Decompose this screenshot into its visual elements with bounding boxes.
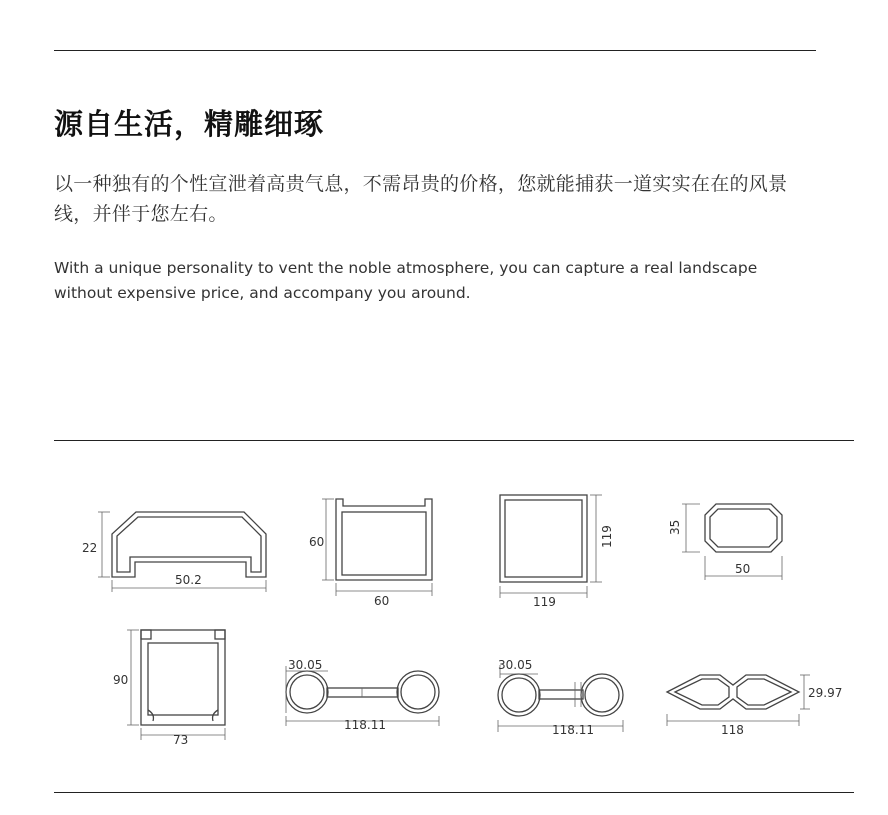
- profile-3-height: 119: [600, 525, 614, 548]
- profile-5-height: 90: [113, 673, 129, 687]
- top-divider: [54, 50, 816, 51]
- profile-2-width: 60: [374, 594, 390, 608]
- section-heading: 源自生活，精雕细琢: [54, 107, 325, 141]
- profile-3: [500, 495, 614, 609]
- profile-5: [113, 630, 225, 747]
- profile-6-length: 118.11: [344, 718, 386, 732]
- profile-5-width: 73: [173, 733, 189, 747]
- middle-divider: [54, 440, 854, 441]
- profile-1: [82, 512, 266, 592]
- profile-diagrams: [0, 470, 888, 770]
- profile-6-diameter: 30.05: [288, 658, 323, 672]
- profile-2-height: 60: [309, 535, 325, 549]
- profile-8: [667, 675, 842, 737]
- profile-4-height: 35: [668, 519, 682, 535]
- profile-7: [498, 658, 623, 737]
- profile-7-length: 118.11: [552, 723, 594, 737]
- profile-1-height: 22: [82, 541, 98, 555]
- profile-7-diameter: 30.05: [498, 658, 533, 672]
- profile-4-width: 50: [735, 562, 751, 576]
- profile-8-length: 118: [721, 723, 744, 737]
- description-chinese: 以一种独有的个性宣泄着高贵气息，不需昂贵的价格，您就能捕获一道实实在在的风景线，并伴于您左右。: [54, 173, 788, 225]
- bottom-divider: [54, 792, 854, 793]
- profile-2: [309, 499, 432, 608]
- profile-8-height: 29.97: [808, 686, 843, 700]
- profile-1-width: 50.2: [175, 573, 202, 587]
- profile-6: [286, 658, 439, 732]
- description-english: With a unique personality to vent the noble atmosphere, you can capture a real landscape without expensive price, and accompany you around.: [54, 259, 758, 302]
- profile-4: [668, 504, 782, 580]
- profile-3-width-label: 119: [533, 595, 556, 609]
